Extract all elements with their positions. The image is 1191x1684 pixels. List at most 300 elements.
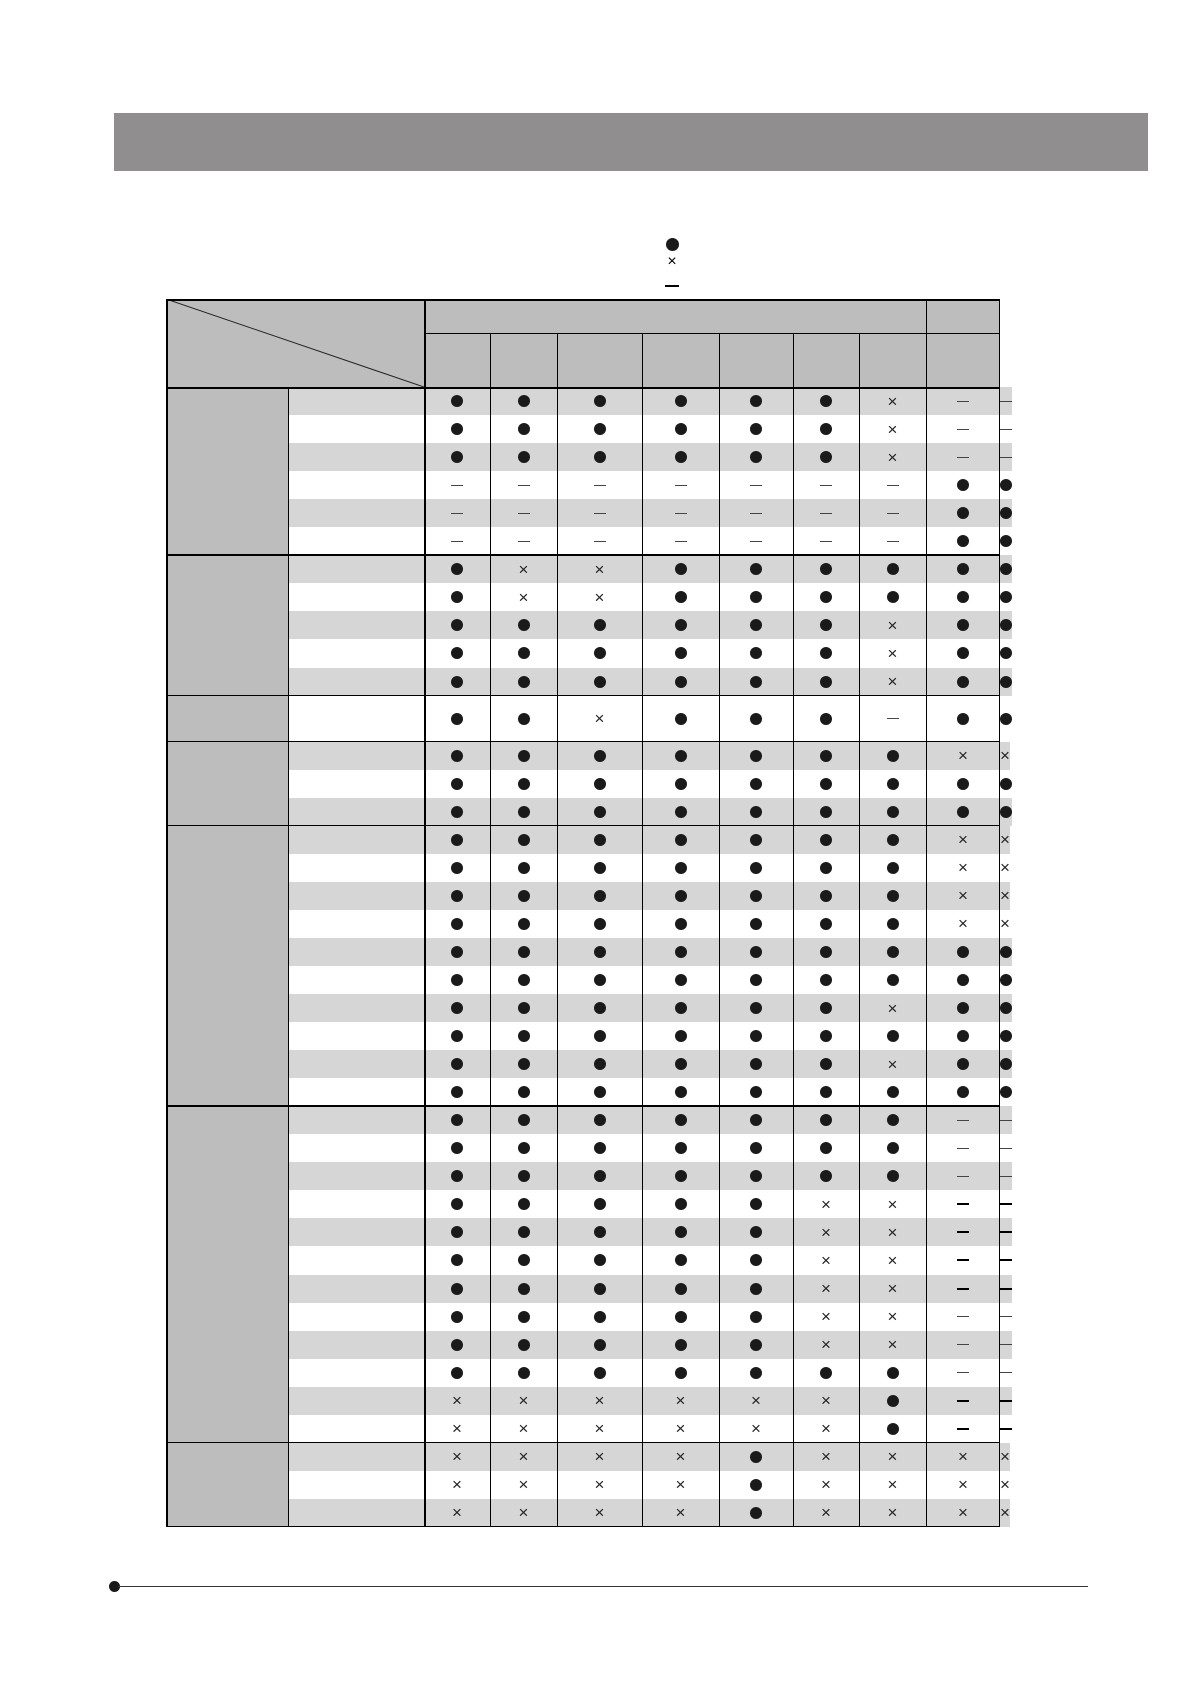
matrix-cell xyxy=(719,798,793,826)
cross-icon: × xyxy=(675,1475,686,1495)
column-header xyxy=(424,333,490,387)
cross-icon: × xyxy=(452,1503,462,1523)
filled-circle-icon xyxy=(820,423,832,435)
matrix-cell xyxy=(1000,1190,1012,1218)
matrix-cell xyxy=(424,639,490,667)
dash-icon xyxy=(820,485,832,486)
legend-cross-icon: × xyxy=(667,253,677,270)
matrix-cell xyxy=(490,994,557,1022)
filled-circle-icon xyxy=(1000,778,1012,790)
dash-icon xyxy=(1000,1176,1012,1177)
cross-icon: × xyxy=(887,615,898,635)
matrix-cell xyxy=(793,1275,859,1303)
filled-circle-icon xyxy=(750,806,762,818)
matrix-cell xyxy=(926,415,1000,443)
filled-circle-icon xyxy=(750,750,762,762)
matrix-cell xyxy=(926,1303,1000,1331)
filled-circle-icon xyxy=(518,1142,530,1154)
matrix-cell xyxy=(424,1162,490,1190)
matrix-cell xyxy=(1000,527,1012,555)
filled-circle-icon xyxy=(675,1311,687,1323)
column-header xyxy=(719,333,793,387)
filled-circle-icon xyxy=(518,1254,530,1266)
dash-icon xyxy=(1000,1400,1012,1402)
filled-circle-icon xyxy=(820,1114,832,1126)
cross-icon: × xyxy=(887,1335,898,1355)
matrix-cell xyxy=(1000,583,1012,611)
row-label xyxy=(288,1443,424,1471)
matrix-cell xyxy=(719,1218,793,1246)
matrix-cell xyxy=(926,1499,1000,1527)
matrix-cell xyxy=(719,1471,793,1499)
filled-circle-icon xyxy=(675,974,687,986)
filled-circle-icon xyxy=(820,563,832,575)
matrix-cell xyxy=(719,742,793,770)
cross-icon: × xyxy=(675,1391,686,1411)
filled-circle-icon xyxy=(451,974,463,986)
dash-icon xyxy=(887,718,899,719)
filled-circle-icon xyxy=(675,619,687,631)
matrix-cell xyxy=(424,1359,490,1387)
matrix-cell xyxy=(642,938,719,966)
filled-circle-icon xyxy=(1000,946,1012,958)
matrix-cell xyxy=(490,1218,557,1246)
row-label xyxy=(288,770,424,798)
dash-icon xyxy=(1000,1344,1012,1345)
filled-circle-icon xyxy=(887,1170,899,1182)
matrix-cell xyxy=(859,1471,926,1499)
dash-icon xyxy=(1000,1120,1012,1121)
matrix-cell xyxy=(926,1387,1000,1415)
matrix-cell xyxy=(719,1246,793,1274)
filled-circle-icon xyxy=(451,806,463,818)
matrix-cell xyxy=(557,1162,642,1190)
filled-circle-icon xyxy=(750,1226,762,1238)
matrix-cell xyxy=(719,387,793,415)
filled-circle-icon xyxy=(957,1086,969,1098)
matrix-cell xyxy=(926,854,1000,882)
matrix-cell xyxy=(642,1443,719,1471)
matrix-cell xyxy=(1000,499,1012,527)
matrix-cell xyxy=(642,798,719,826)
dash-icon xyxy=(1000,1372,1012,1373)
filled-circle-icon xyxy=(675,778,687,790)
grid-line xyxy=(642,333,643,1527)
filled-circle-icon xyxy=(1000,1030,1012,1042)
category-label-cell xyxy=(166,387,288,555)
matrix-cell xyxy=(642,1415,719,1443)
filled-circle-icon xyxy=(887,946,899,958)
filled-circle-icon xyxy=(518,834,530,846)
matrix-cell xyxy=(1000,882,1010,910)
matrix-cell xyxy=(424,854,490,882)
filled-circle-icon xyxy=(518,423,530,435)
matrix-cell xyxy=(1000,770,1012,798)
filled-circle-icon xyxy=(518,1114,530,1126)
category-label-cell xyxy=(166,1443,288,1527)
filled-circle-icon xyxy=(675,1030,687,1042)
cross-icon: × xyxy=(751,1419,761,1439)
filled-circle-icon xyxy=(957,1030,969,1042)
matrix-cell xyxy=(1000,555,1012,583)
filled-circle-icon xyxy=(518,1198,530,1210)
filled-circle-icon xyxy=(675,1058,687,1070)
matrix-cell xyxy=(557,1387,642,1415)
matrix-cell xyxy=(793,966,859,994)
matrix-cell xyxy=(859,639,926,667)
matrix-cell xyxy=(793,527,859,555)
cross-icon: × xyxy=(675,1503,686,1523)
matrix-cell xyxy=(719,415,793,443)
dash-icon xyxy=(957,1316,969,1317)
filled-circle-icon xyxy=(451,1030,463,1042)
filled-circle-icon xyxy=(594,676,606,688)
filled-circle-icon xyxy=(675,395,687,407)
dash-icon xyxy=(957,1428,969,1430)
matrix-cell xyxy=(1000,1387,1012,1415)
matrix-cell xyxy=(859,1134,926,1162)
matrix-cell xyxy=(1000,696,1012,742)
matrix-cell xyxy=(793,854,859,882)
matrix-cell xyxy=(793,639,859,667)
filled-circle-icon xyxy=(518,1367,530,1379)
cross-icon: × xyxy=(1000,886,1010,906)
dash-icon xyxy=(887,513,899,514)
matrix-cell xyxy=(926,443,1000,471)
row-label xyxy=(288,826,424,854)
filled-circle-icon xyxy=(451,1002,463,1014)
matrix-cell xyxy=(557,583,642,611)
filled-circle-icon xyxy=(820,713,832,725)
cross-icon: × xyxy=(958,914,968,934)
matrix-cell xyxy=(1000,1022,1012,1050)
category-label-cell xyxy=(166,742,288,826)
matrix-cell xyxy=(926,1331,1000,1359)
filled-circle-icon xyxy=(675,946,687,958)
matrix-cell xyxy=(642,1331,719,1359)
matrix-cell xyxy=(859,1443,926,1471)
filled-circle-icon xyxy=(594,834,606,846)
matrix-cell xyxy=(490,1106,557,1134)
row-label xyxy=(288,499,424,527)
group-separator xyxy=(166,554,1000,556)
matrix-cell xyxy=(490,583,557,611)
cross-icon: × xyxy=(887,1279,898,1299)
matrix-cell xyxy=(490,1443,557,1471)
matrix-cell xyxy=(859,583,926,611)
cross-icon: × xyxy=(958,1475,968,1495)
row-label xyxy=(288,938,424,966)
filled-circle-icon xyxy=(820,591,832,603)
dash-icon xyxy=(957,1231,969,1233)
matrix-cell xyxy=(793,555,859,583)
filled-circle-icon xyxy=(518,750,530,762)
filled-circle-icon xyxy=(887,890,899,902)
outer-border-left xyxy=(166,299,168,1527)
filled-circle-icon xyxy=(451,1170,463,1182)
filled-circle-icon xyxy=(887,1030,899,1042)
cross-icon: × xyxy=(887,1475,898,1495)
matrix-cell xyxy=(424,1022,490,1050)
dash-icon xyxy=(957,1288,969,1290)
filled-circle-icon xyxy=(957,676,969,688)
matrix-cell xyxy=(1000,387,1012,415)
matrix-cell xyxy=(1000,611,1012,639)
filled-circle-icon xyxy=(750,1451,762,1463)
dash-icon xyxy=(1000,1203,1012,1205)
grid-line xyxy=(719,333,720,1527)
filled-circle-icon xyxy=(594,1030,606,1042)
row-label xyxy=(288,471,424,499)
row-label xyxy=(288,1331,424,1359)
matrix-cell xyxy=(557,854,642,882)
matrix-cell xyxy=(719,1331,793,1359)
matrix-cell xyxy=(1000,1106,1012,1134)
filled-circle-icon xyxy=(887,1367,899,1379)
filled-circle-icon xyxy=(675,1114,687,1126)
row-label xyxy=(288,1246,424,1274)
matrix-cell xyxy=(1000,1078,1012,1106)
matrix-cell xyxy=(793,471,859,499)
outer-border-right xyxy=(999,299,1001,1527)
matrix-cell xyxy=(926,1359,1000,1387)
matrix-cell xyxy=(719,1190,793,1218)
filled-circle-icon xyxy=(675,713,687,725)
matrix-cell xyxy=(490,798,557,826)
matrix-cell xyxy=(926,798,1000,826)
matrix-cell xyxy=(642,1246,719,1274)
dash-icon xyxy=(594,541,606,542)
matrix-cell xyxy=(1000,1275,1012,1303)
row-label xyxy=(288,966,424,994)
matrix-cell xyxy=(926,1078,1000,1106)
column-header xyxy=(926,333,1000,387)
matrix-cell xyxy=(557,742,642,770)
matrix-cell xyxy=(926,1246,1000,1274)
matrix-cell xyxy=(490,527,557,555)
column-header xyxy=(490,333,557,387)
matrix-cell xyxy=(859,527,926,555)
filled-circle-icon xyxy=(887,563,899,575)
filled-circle-icon xyxy=(675,806,687,818)
matrix-cell xyxy=(424,966,490,994)
matrix-cell xyxy=(490,1331,557,1359)
filled-circle-icon xyxy=(887,1114,899,1126)
grid-line xyxy=(424,333,1000,334)
matrix-cell xyxy=(926,668,1000,696)
row-label xyxy=(288,1387,424,1415)
dash-icon xyxy=(957,1344,969,1345)
cross-icon: × xyxy=(518,1503,529,1523)
filled-circle-icon xyxy=(675,1339,687,1351)
filled-circle-icon xyxy=(594,1283,606,1295)
group-separator xyxy=(166,825,1000,827)
matrix-cell xyxy=(642,696,719,742)
filled-circle-icon xyxy=(451,1086,463,1098)
filled-circle-icon xyxy=(1000,1058,1012,1070)
matrix-cell xyxy=(557,882,642,910)
filled-circle-icon xyxy=(820,750,832,762)
matrix-cell xyxy=(1000,668,1012,696)
matrix-cell xyxy=(424,826,490,854)
filled-circle-icon xyxy=(451,750,463,762)
matrix-cell xyxy=(490,1050,557,1078)
matrix-cell xyxy=(793,499,859,527)
matrix-cell xyxy=(424,387,490,415)
dash-icon xyxy=(820,541,832,542)
matrix-cell xyxy=(859,826,926,854)
filled-circle-icon xyxy=(750,563,762,575)
outer-border-top xyxy=(166,299,1000,301)
matrix-cell xyxy=(859,1331,926,1359)
matrix-cell xyxy=(719,910,793,938)
filled-circle-icon xyxy=(594,1142,606,1154)
matrix-cell xyxy=(1000,938,1012,966)
row-label xyxy=(288,994,424,1022)
matrix-cell xyxy=(557,696,642,742)
matrix-cell xyxy=(1000,1162,1012,1190)
row-label xyxy=(288,882,424,910)
matrix-cell xyxy=(793,668,859,696)
filled-circle-icon xyxy=(750,713,762,725)
grid-line xyxy=(557,333,558,1527)
filled-circle-icon xyxy=(820,1170,832,1182)
row-label xyxy=(288,1078,424,1106)
matrix-cell xyxy=(490,938,557,966)
filled-circle-icon xyxy=(820,1086,832,1098)
filled-circle-icon xyxy=(451,451,463,463)
row-label xyxy=(288,527,424,555)
matrix-cell xyxy=(642,668,719,696)
filled-circle-icon xyxy=(518,890,530,902)
filled-circle-icon xyxy=(957,507,969,519)
cross-icon: × xyxy=(518,1419,529,1439)
filled-circle-icon xyxy=(594,1002,606,1014)
matrix-cell xyxy=(642,882,719,910)
filled-circle-icon xyxy=(518,1170,530,1182)
corner-diagonal xyxy=(166,299,424,387)
matrix-cell xyxy=(490,1499,557,1527)
matrix-cell xyxy=(719,696,793,742)
matrix-cell xyxy=(719,1078,793,1106)
cross-icon: × xyxy=(594,1391,605,1411)
dash-icon xyxy=(957,1259,969,1261)
matrix-cell xyxy=(642,1050,719,1078)
matrix-cell xyxy=(424,910,490,938)
matrix-cell xyxy=(642,1275,719,1303)
matrix-cell xyxy=(859,1078,926,1106)
matrix-cell xyxy=(1000,1246,1012,1274)
matrix-cell xyxy=(557,1275,642,1303)
matrix-cell xyxy=(793,770,859,798)
filled-circle-icon xyxy=(451,1114,463,1126)
matrix-cell xyxy=(424,1190,490,1218)
filled-circle-icon xyxy=(820,946,832,958)
filled-circle-icon xyxy=(820,647,832,659)
filled-circle-icon xyxy=(957,713,969,725)
matrix-cell xyxy=(1000,1499,1010,1527)
group-separator xyxy=(166,1526,1000,1528)
matrix-cell xyxy=(424,1246,490,1274)
filled-circle-icon xyxy=(750,890,762,902)
matrix-cell xyxy=(859,966,926,994)
matrix-cell xyxy=(490,415,557,443)
dash-icon xyxy=(451,541,463,542)
category-label-cell xyxy=(166,1106,288,1443)
matrix-cell xyxy=(793,1162,859,1190)
filled-circle-icon xyxy=(820,451,832,463)
compatibility-matrix xyxy=(166,299,1090,1549)
filled-circle-icon xyxy=(957,1058,969,1070)
matrix-cell xyxy=(719,1106,793,1134)
matrix-cell xyxy=(557,1499,642,1527)
dash-icon xyxy=(1000,1148,1012,1149)
matrix-cell xyxy=(1000,1218,1012,1246)
matrix-cell xyxy=(793,1415,859,1443)
filled-circle-icon xyxy=(750,946,762,958)
filled-circle-icon xyxy=(451,563,463,575)
matrix-cell xyxy=(490,1078,557,1106)
filled-circle-icon xyxy=(594,974,606,986)
filled-circle-icon xyxy=(518,1226,530,1238)
filled-circle-icon xyxy=(451,591,463,603)
filled-circle-icon xyxy=(518,1339,530,1351)
matrix-cell xyxy=(424,1471,490,1499)
matrix-cell xyxy=(1000,1471,1010,1499)
filled-circle-icon xyxy=(820,1030,832,1042)
filled-circle-icon xyxy=(451,619,463,631)
matrix-cell xyxy=(793,938,859,966)
filled-circle-icon xyxy=(1000,535,1012,547)
matrix-cell xyxy=(557,1471,642,1499)
cross-icon: × xyxy=(594,559,605,579)
row-label xyxy=(288,742,424,770)
matrix-cell xyxy=(859,1022,926,1050)
filled-circle-icon xyxy=(594,1114,606,1126)
matrix-cell xyxy=(642,1106,719,1134)
cross-icon: × xyxy=(518,1447,529,1467)
matrix-cell xyxy=(490,1359,557,1387)
matrix-cell xyxy=(490,1303,557,1331)
matrix-cell xyxy=(557,443,642,471)
filled-circle-icon xyxy=(451,676,463,688)
dash-icon xyxy=(518,541,530,542)
matrix-cell xyxy=(490,555,557,583)
row-label xyxy=(288,696,424,742)
matrix-cell xyxy=(793,1050,859,1078)
filled-circle-icon xyxy=(1000,591,1012,603)
cross-icon: × xyxy=(452,1419,462,1439)
matrix-cell xyxy=(859,696,926,742)
column-header xyxy=(793,333,859,387)
filled-circle-icon xyxy=(518,778,530,790)
matrix-cell xyxy=(793,1443,859,1471)
matrix-cell xyxy=(490,882,557,910)
dash-icon xyxy=(887,485,899,486)
filled-circle-icon xyxy=(675,423,687,435)
matrix-cell xyxy=(793,583,859,611)
matrix-cell xyxy=(926,1162,1000,1190)
matrix-cell xyxy=(1000,1303,1012,1331)
matrix-cell xyxy=(490,668,557,696)
filled-circle-icon xyxy=(451,946,463,958)
matrix-cell xyxy=(557,826,642,854)
filled-circle-icon xyxy=(887,806,899,818)
filled-circle-icon xyxy=(451,1058,463,1070)
matrix-cell xyxy=(719,611,793,639)
matrix-cell xyxy=(719,1387,793,1415)
matrix-cell xyxy=(424,1387,490,1415)
